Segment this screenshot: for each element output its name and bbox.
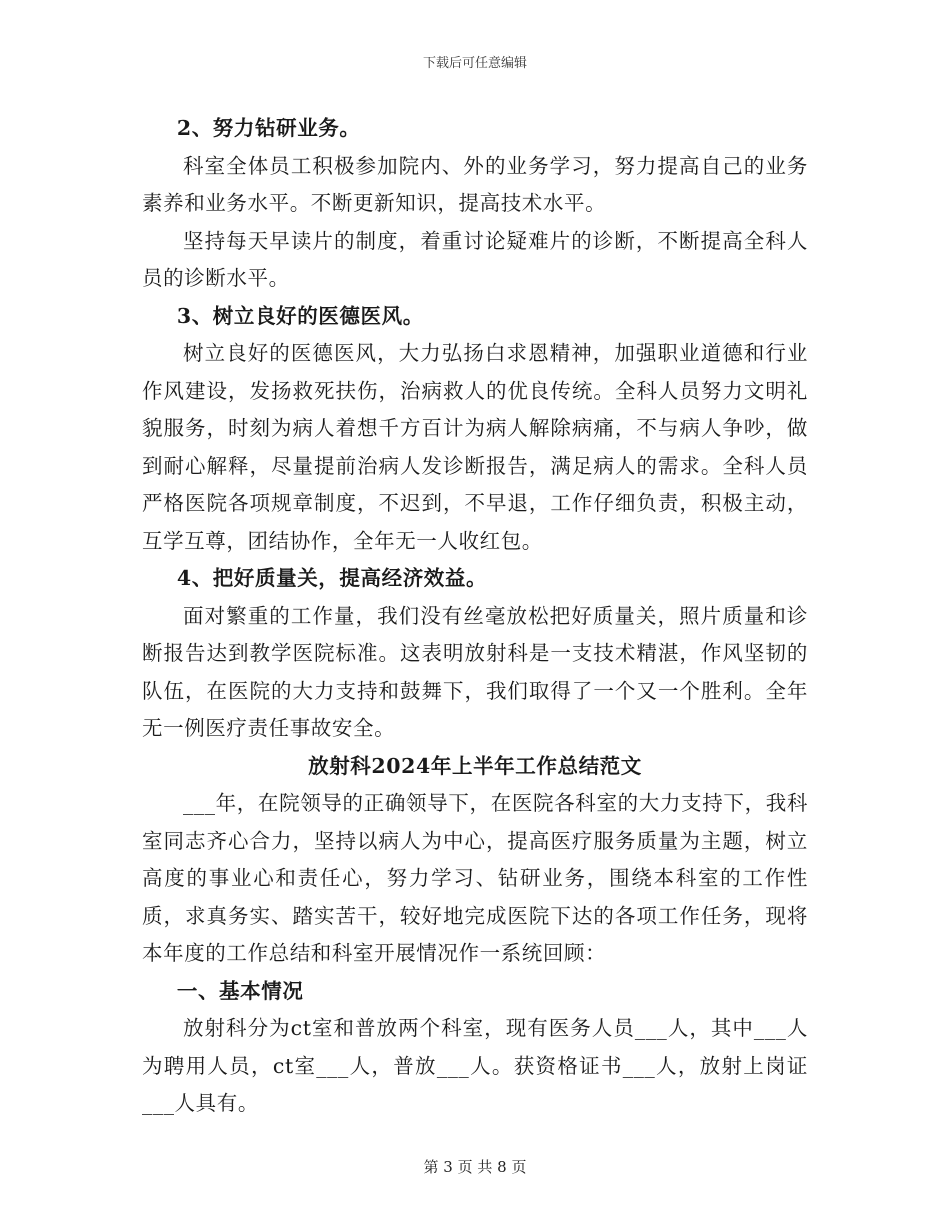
paragraph: ___年，在院领导的正确领导下，在医院各科室的大力支持下，我科室同志齐心合力，坚持以病人为中心，提高医疗服务质量为主题，树立高度的事业心和责任心，努力学习、钻研业务，围绕本科室的工作性质，求真务实、踏实苦干，较好地完成医院下达的各项工作任务，现将本年度的工作总结和科室开展情况作一系统回顾： xyxy=(142,791,808,965)
page-number: 第 3 页 共 8 页 xyxy=(423,1158,527,1176)
paragraph: 科室全体员工积极参加院内、外的业务学习，努力提高自己的业务素养和业务水平。不断更新知识，提高技术水平。 xyxy=(142,153,808,215)
document-body xyxy=(142,110,808,1123)
paragraph: 放射科分为ct室和普放两个科室，现有医务人员___人，其中___人为聘用人员，ct室___人，普放___人。获资格证书___人，放射上岗证___人具有。 xyxy=(142,1016,808,1115)
document-title: 放射科2024年上半年工作总结范文 xyxy=(308,753,642,778)
page-header: 下载后可任意编辑 xyxy=(422,56,527,71)
paragraph: 面对繁重的工作量，我们没有丝毫放松把好质量关，照片质量和诊断报告达到教学医院标准。这表明放射科是一支技术精湛，作风坚韧的队伍，在医院的大力支持和鼓舞下，我们取得了一个又一个胜利。全年无一例医疗责任事故安全。 xyxy=(142,603,808,740)
section-heading-basic-info: 一、基本情况 xyxy=(176,978,304,1003)
section-heading-3: 3、树立良好的医德医风。 xyxy=(176,303,424,328)
section-heading-4: 4、把好质量关，提高经济效益。 xyxy=(176,566,488,590)
paragraph: 树立良好的医德医风，大力弘扬白求恩精神，加强职业道德和行业作风建设，发扬救死扶伤，治病救人的优良传统。全科人员努力文明礼貌服务，时刻为病人着想千方百计为病人解除病痛，不与病人争吵，做到耐心解释，尽量提前治病人发诊断报告，满足病人的需求。全科人员严格医院各项规章制度，不迟到，不早退，工作仔细负责，积极主动，互学互尊，团结协作，全年无一人收红包。 xyxy=(142,341,808,553)
paragraph: 坚持每天早读片的制度，着重讨论疑难片的诊断，不断提高全科人员的诊断水平。 xyxy=(142,228,808,290)
section-heading-2: 2、努力钻研业务。 xyxy=(176,116,361,140)
